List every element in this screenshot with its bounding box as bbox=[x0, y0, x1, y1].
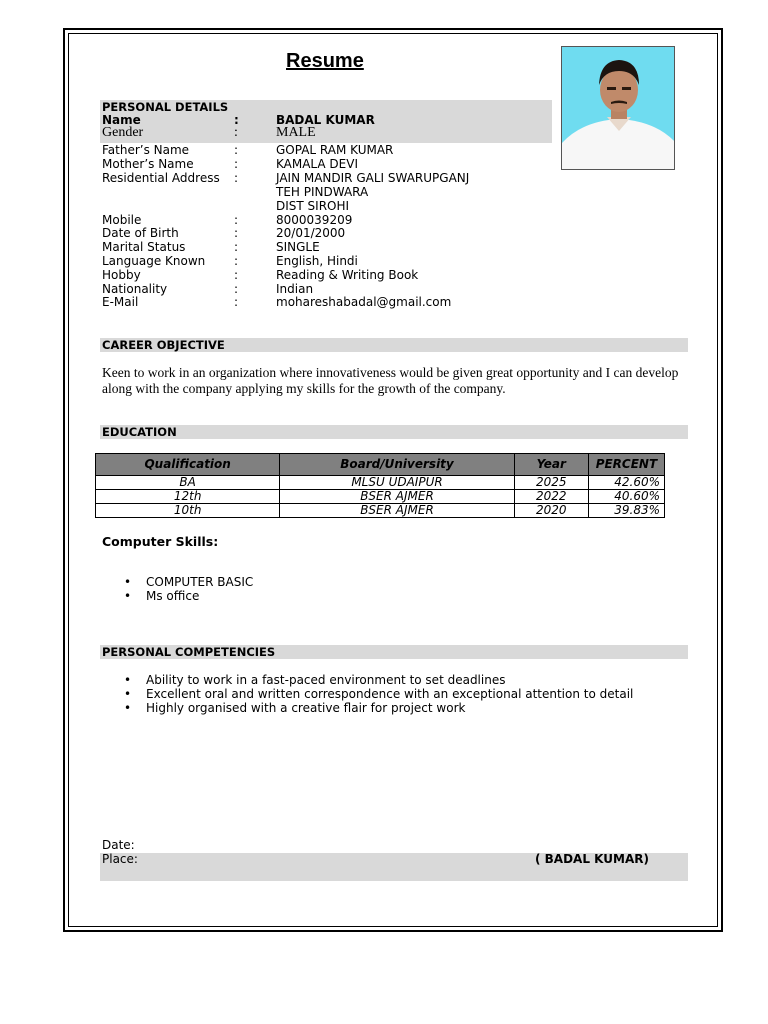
education-header-row bbox=[96, 454, 665, 476]
detail-colon: : bbox=[234, 268, 239, 282]
date-label: Date: bbox=[102, 838, 135, 852]
education-heading: EDUCATION bbox=[102, 425, 177, 439]
detail-colon: : bbox=[234, 157, 239, 171]
detail-colon: : bbox=[234, 282, 239, 296]
col-percent: PERCENT bbox=[588, 454, 664, 476]
detail-value: GOPAL RAM KUMAR bbox=[276, 143, 394, 157]
table-row bbox=[96, 490, 665, 504]
col-year: Year bbox=[514, 454, 588, 476]
detail-value: Reading & Writing Book bbox=[276, 268, 419, 282]
place-label: Place: bbox=[102, 852, 138, 866]
detail-colon: : bbox=[234, 125, 238, 140]
personal-details-heading: PERSONAL DETAILS bbox=[102, 100, 229, 114]
detail-label: Nationality bbox=[102, 282, 168, 296]
profile-photo bbox=[561, 46, 675, 170]
detail-value: BADAL KUMAR bbox=[276, 113, 375, 127]
computer-skills-heading: Computer Skills: bbox=[102, 534, 219, 549]
person-photo-icon bbox=[562, 47, 675, 170]
detail-label: Mother’s Name bbox=[102, 157, 194, 171]
detail-label: Father’s Name bbox=[102, 143, 190, 157]
signature-name: ( BADAL KUMAR) bbox=[535, 852, 649, 866]
detail-label: E-Mail bbox=[102, 295, 139, 309]
detail-label: Gender bbox=[102, 125, 144, 140]
qualification-cell: 12th bbox=[96, 490, 280, 504]
col-board-university: Board/University bbox=[280, 454, 514, 476]
table-row bbox=[96, 476, 665, 490]
list-item: • Ability to work in a fast-paced environment to set deadlines bbox=[102, 673, 682, 687]
percent-cell: 40.60% bbox=[588, 490, 664, 504]
detail-colon: : bbox=[234, 171, 239, 185]
percent-cell: 42.60% bbox=[588, 476, 664, 490]
board-cell: BSER AJMER bbox=[280, 490, 514, 504]
career-objective-text: Keen to work in an organization where innovativeness would be given great opportunity and I can develop along with the company applying my skills for the growth of the company. bbox=[102, 365, 679, 396]
computer-skills-list bbox=[102, 575, 662, 603]
detail-value: Indian bbox=[276, 282, 314, 296]
detail-colon: : bbox=[234, 143, 239, 157]
table-row bbox=[96, 504, 665, 518]
detail-value: 20/01/2000 bbox=[276, 226, 346, 240]
list-item: • Excellent oral and written correspondence with an exceptional attention to detail bbox=[102, 687, 682, 701]
list-item: • COMPUTER BASIC bbox=[102, 575, 662, 589]
percent-cell: 39.83% bbox=[588, 504, 664, 518]
detail-value: TEH PINDWARA bbox=[276, 185, 369, 199]
col-qualification: Qualification bbox=[96, 454, 280, 476]
resume-title: Resume bbox=[286, 50, 364, 72]
detail-colon: : bbox=[234, 113, 239, 127]
list-item: • Highly organised with a creative flair for project work bbox=[102, 701, 682, 715]
detail-label: Marital Status bbox=[102, 240, 186, 254]
detail-value: MALE bbox=[276, 125, 316, 140]
computer-skills-list-wrap bbox=[102, 575, 662, 603]
detail-value: 8000039209 bbox=[276, 213, 353, 227]
detail-label: Date of Birth bbox=[102, 226, 179, 240]
detail-colon: : bbox=[234, 240, 239, 254]
detail-label: Language Known bbox=[102, 254, 206, 268]
board-cell: BSER AJMER bbox=[280, 504, 514, 518]
career-objective-heading: CAREER OBJECTIVE bbox=[102, 338, 225, 352]
detail-value: SINGLE bbox=[276, 240, 320, 254]
qualification-cell: BA bbox=[96, 476, 280, 490]
competencies-heading: PERSONAL COMPETENCIES bbox=[102, 645, 276, 659]
detail-colon: : bbox=[234, 226, 239, 240]
year-cell: 2020 bbox=[514, 504, 588, 518]
year-cell: 2025 bbox=[514, 476, 588, 490]
detail-colon: : bbox=[234, 254, 239, 268]
competencies-list bbox=[102, 673, 682, 715]
detail-label: Hobby bbox=[102, 268, 141, 282]
list-item: • Ms office bbox=[102, 589, 662, 603]
detail-label: Residential Address bbox=[102, 171, 220, 185]
detail-colon: : bbox=[234, 213, 239, 227]
education-table bbox=[95, 453, 665, 518]
competencies-list-wrap bbox=[102, 673, 682, 715]
detail-value: mohareshabadal@gmail.com bbox=[276, 295, 452, 309]
detail-label: Name bbox=[102, 113, 141, 127]
detail-colon: : bbox=[234, 295, 239, 309]
education-heading-shade bbox=[100, 425, 688, 439]
detail-value: DIST SIROHI bbox=[276, 199, 350, 213]
qualification-cell: 10th bbox=[96, 504, 280, 518]
detail-value: KAMALA DEVI bbox=[276, 157, 358, 171]
detail-value: English, Hindi bbox=[276, 254, 358, 268]
year-cell: 2022 bbox=[514, 490, 588, 504]
board-cell: MLSU UDAIPUR bbox=[280, 476, 514, 490]
detail-label: Mobile bbox=[102, 213, 142, 227]
detail-value: JAIN MANDIR GALI SWARUPGANJ bbox=[276, 171, 470, 185]
